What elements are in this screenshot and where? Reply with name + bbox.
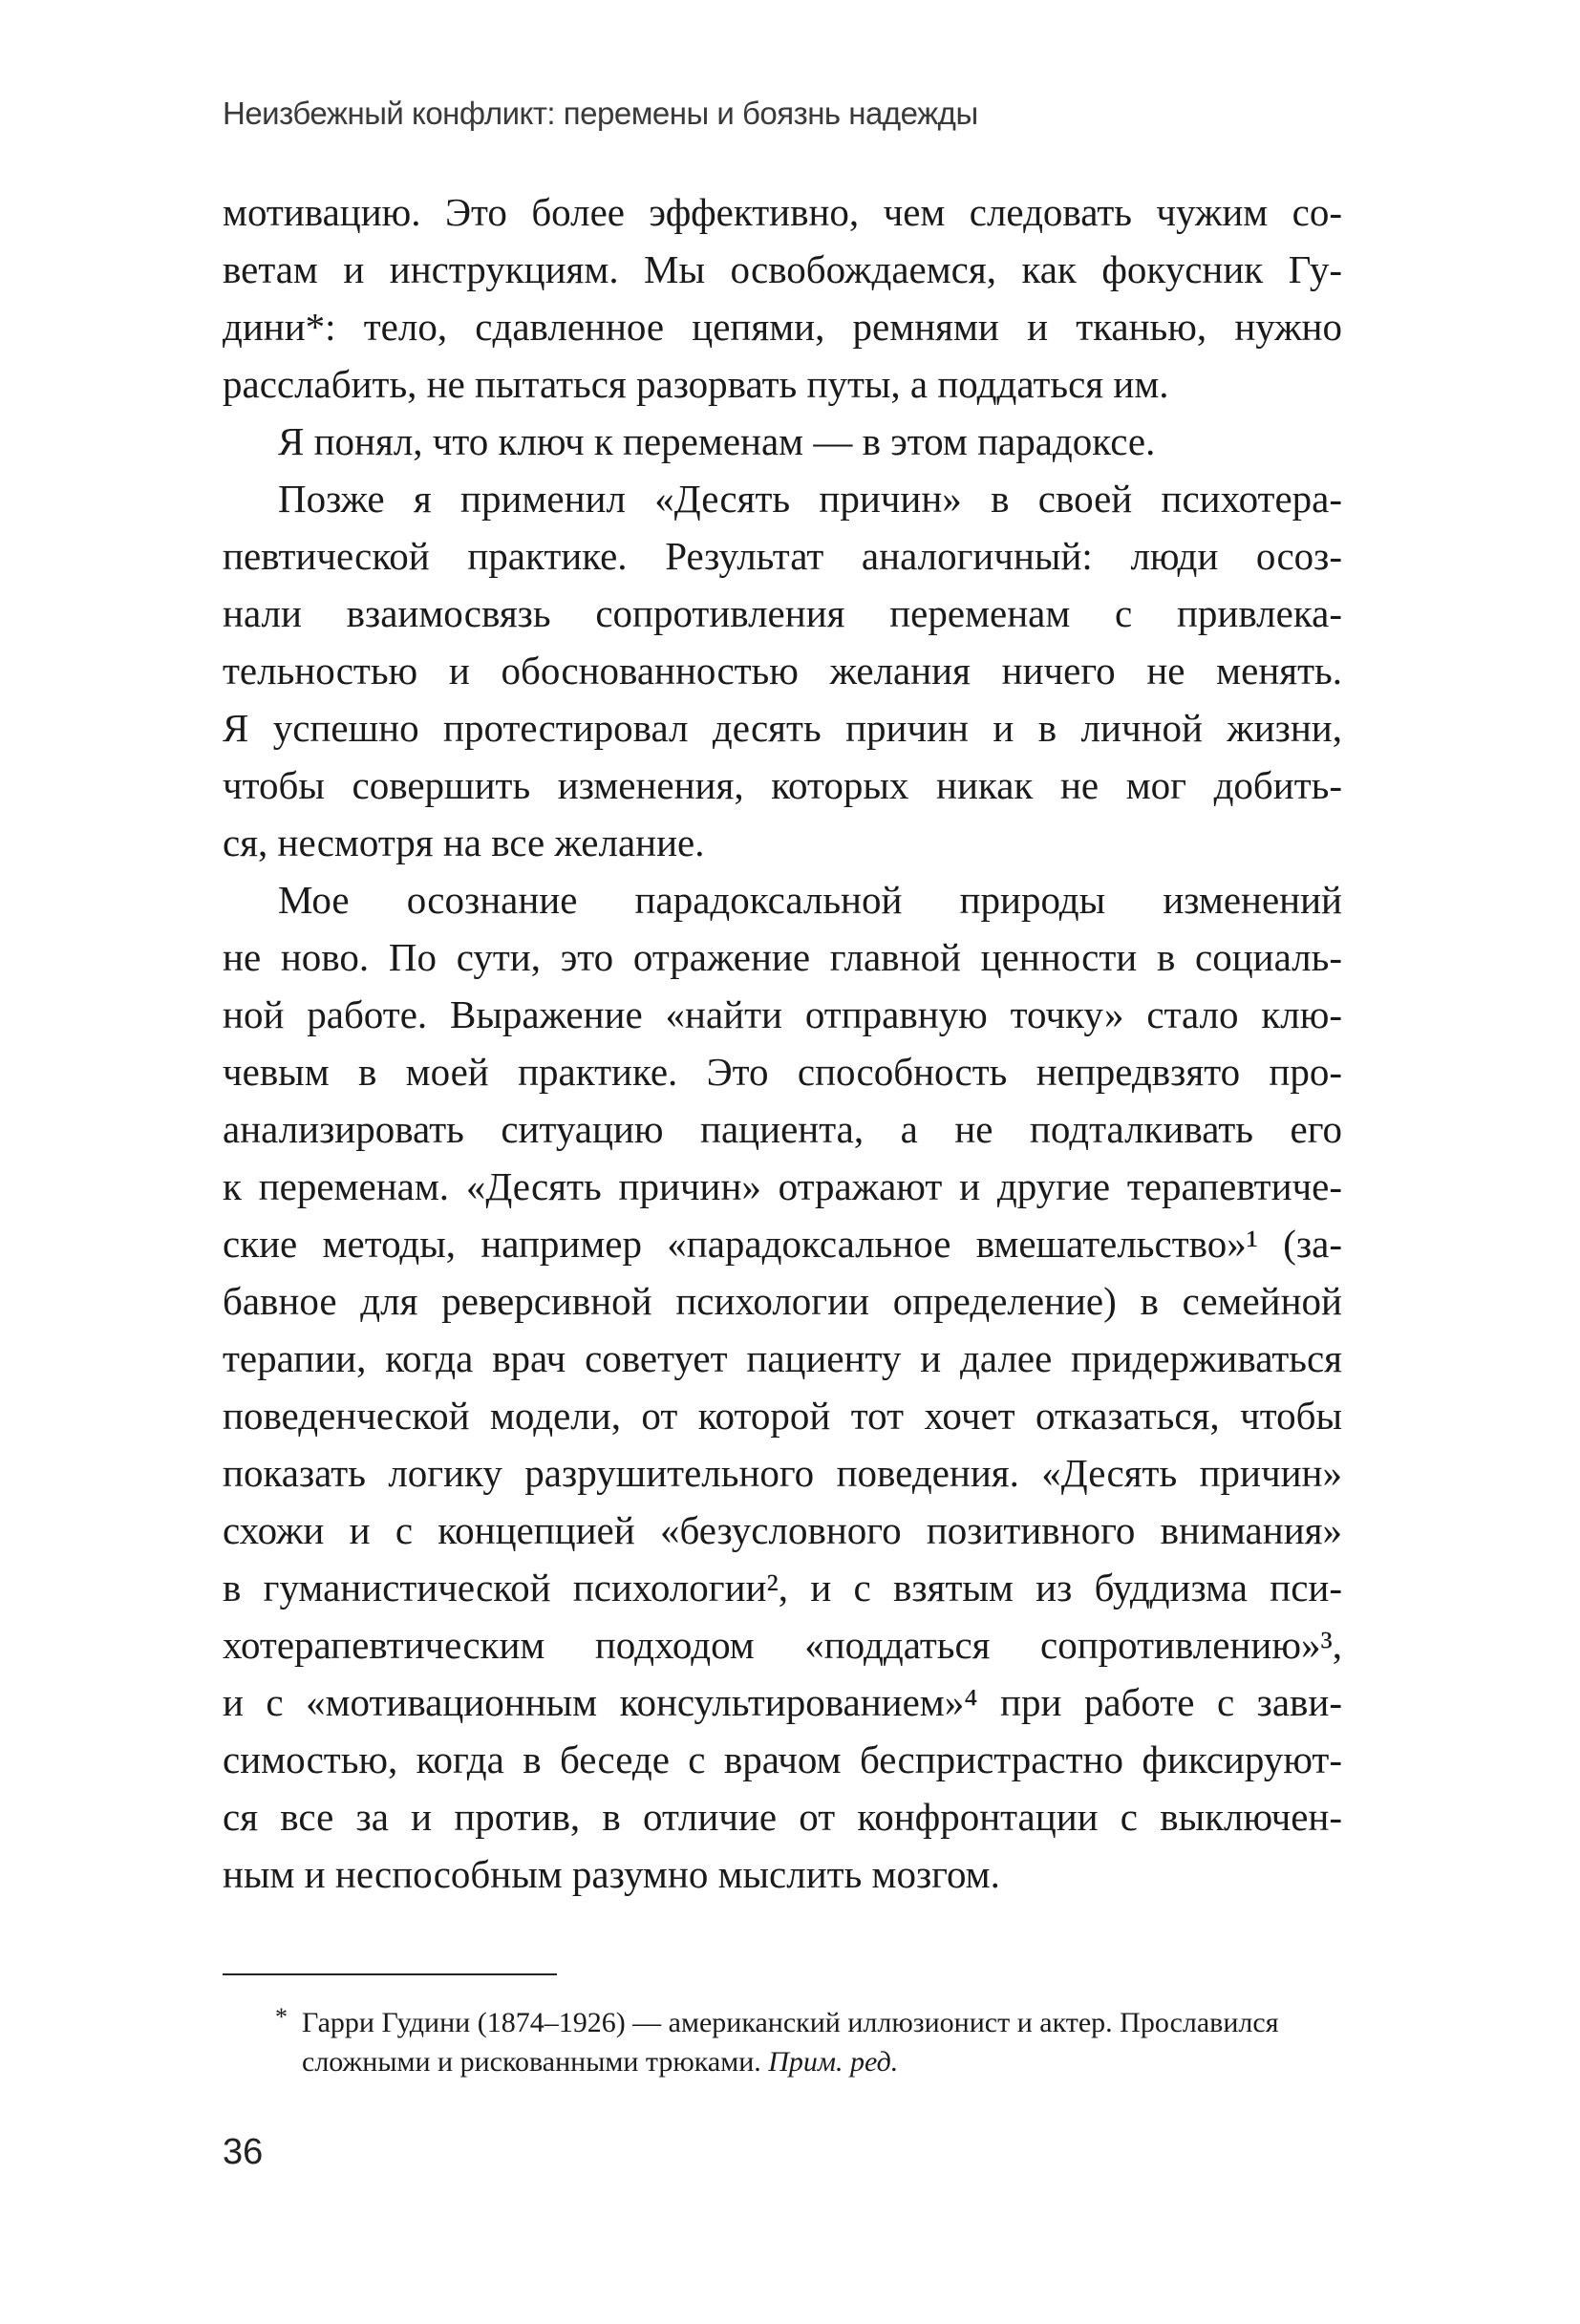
body-text bbox=[223, 183, 1342, 1903]
text-line: терапии, когда врач советует пациенту и далее придерживаться bbox=[223, 1336, 1342, 1380]
text-line: ветам и инструкциям. Мы освобождаемся, как фокусник Гу- bbox=[223, 247, 1342, 291]
text-line: мотивацию. Это более эффективно, чем следовать чужим со- bbox=[223, 190, 1342, 234]
text-line: Я успешно протестировал десять причин и в личной жизни, bbox=[223, 706, 1342, 750]
text-line: Позже я применил «Десять причин» в своей психотера- bbox=[278, 477, 1342, 521]
text-line: анализировать ситуацию пациента, а не подталкивать его bbox=[223, 1107, 1342, 1151]
text-line: симостью, когда в беседе с врачом беспристрастно фиксируют- bbox=[223, 1738, 1342, 1781]
footnote-line: Гарри Гудини (1874–1926) — американский иллюзионист и актер. Прославился bbox=[302, 2007, 1279, 2038]
footnote bbox=[275, 2003, 1345, 2081]
text-line: в гуманистической психологии², и с взятым из буддизма пси- bbox=[223, 1566, 1342, 1610]
text-line: ной работе. Выражение «найти отправную точку» стало клю- bbox=[223, 992, 1342, 1036]
text-line: поведенческой модели, от которой тот хочет отказаться, чтобы bbox=[223, 1394, 1342, 1438]
text-line: ся все за и против, в отличие от конфронтации с выключен- bbox=[223, 1795, 1342, 1839]
text-line: к переменам. «Десять причин» отражают и другие терапевтиче- bbox=[223, 1164, 1342, 1208]
text-line: Мое осознание парадоксальной природы изменений bbox=[278, 878, 1342, 922]
text-line: не ново. По сути, это отражение главной ценности в социаль- bbox=[223, 935, 1342, 979]
text-line: бавное для реверсивной психологии определение) в семейной bbox=[223, 1279, 1342, 1323]
text-line: ские методы, например «парадоксальное вмешательство»¹ (за- bbox=[223, 1222, 1342, 1266]
text-line: и с «мотивационным консультированием»⁴ при работе с зави- bbox=[223, 1680, 1342, 1724]
text-line: нали взаимосвязь сопротивления переменам с привлека- bbox=[223, 591, 1342, 635]
text-line: ся, несмотря на все желание. bbox=[223, 821, 705, 864]
text-line: показать логику разрушительного поведения. «Десять причин» bbox=[223, 1451, 1342, 1495]
text-line: тельностью и обоснованностью желания ничего не менять. bbox=[223, 649, 1342, 693]
text-line: схожи и с концепцией «безусловного позитивного внимания» bbox=[223, 1508, 1342, 1552]
text-line: чевым в моей практике. Это способность непредвзято про- bbox=[223, 1050, 1342, 1094]
text-line: дини*: тело, сдавленное цепями, ремнями и тканью, нужно bbox=[223, 305, 1342, 349]
page-number: 36 bbox=[223, 2132, 264, 2172]
footnote-marker: * bbox=[275, 2003, 288, 2031]
editor-note: Прим. ред. bbox=[768, 2046, 899, 2078]
running-header: Неизбежный конфликт: перемены и боязнь надежды bbox=[223, 96, 978, 131]
text-line: чтобы совершить изменения, которых никак не мог добить- bbox=[223, 763, 1342, 807]
text-line: ным и неспособным разумно мыслить мозгом. bbox=[223, 1852, 1000, 1896]
footnote-line bbox=[275, 2042, 1345, 2081]
text-line: расслабить, не пытаться разорвать путы, а поддаться им. bbox=[223, 362, 1169, 406]
text-line: хотерапевтическим подходом «поддаться сопротивлению»³, bbox=[223, 1623, 1342, 1667]
footnote-text: сложными и рискованными трюками. bbox=[302, 2046, 769, 2078]
text-line: певтической практике. Результат аналогичный: люди осоз- bbox=[223, 534, 1342, 578]
text-line: Я понял, что ключ к переменам — в этом парадоксе. bbox=[278, 419, 1156, 463]
footnote-divider bbox=[223, 1973, 557, 1975]
